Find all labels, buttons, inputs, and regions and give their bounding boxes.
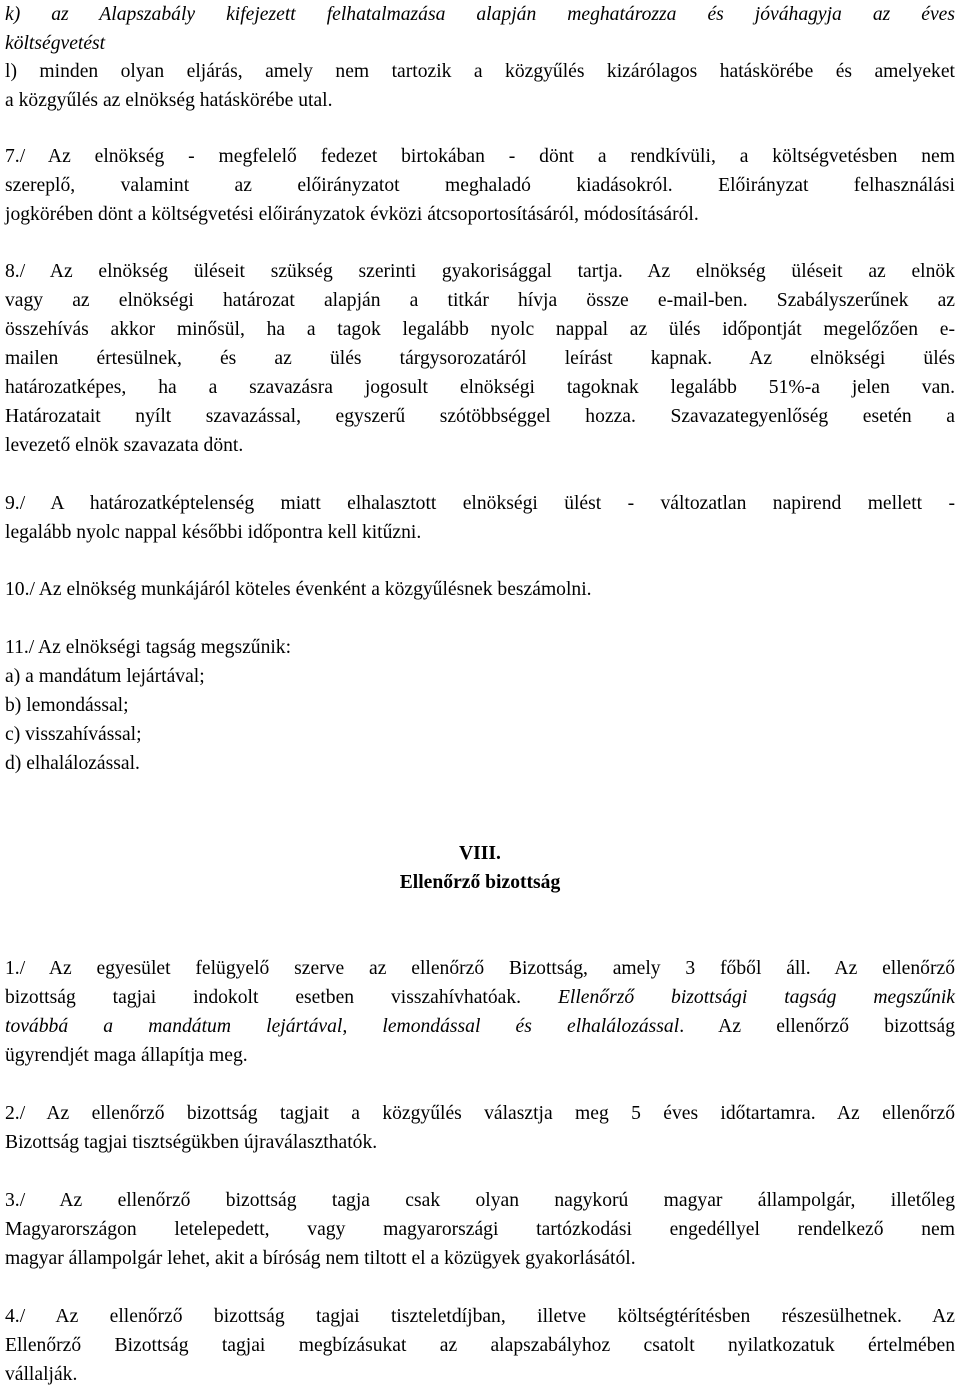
text-line [5, 1041, 955, 1070]
text-line [5, 633, 955, 662]
text-span: Magyarországon letelepedett, vagy magyarországi tartózkodási engedéllyel rendelkező nem [5, 1219, 955, 1240]
text-span: 9./ A határozatképtelenség miatt elhalasztott elnökségi ülést - változatlan napirend mellett - [5, 493, 955, 514]
text-line [5, 749, 955, 778]
text-line [5, 1360, 955, 1389]
text-line [5, 983, 955, 1012]
section-heading-line [5, 839, 955, 868]
text-span: . Az ellenőrző bizottság [679, 1016, 955, 1037]
text-span: 8./ Az elnökség üléseit szükség szerinti gyakorisággal tartja. Az elnökség üléseit az elnök [5, 261, 955, 282]
text-span: mailen értesülnek, és az ülés tárgysorozatáról leírást kapnak. Az elnökségi ülés [5, 348, 955, 369]
text-line [5, 1331, 955, 1360]
text-span: 10./ Az elnökség munkájáról köteles évenként a közgyűlésnek beszámolni. [5, 579, 592, 600]
text-line [5, 315, 955, 344]
text-line [5, 720, 955, 749]
text-span: a közgyűlés az elnökség hatáskörébe utal. [5, 90, 333, 111]
text-line [5, 489, 955, 518]
text-span: ügyrendjét maga állapítja meg. [5, 1045, 248, 1066]
italic-text: továbbá a mandátum lejártával, lemondással és elhalálozással [5, 1016, 680, 1037]
text-line [5, 575, 955, 604]
text-line [5, 1215, 955, 1244]
text-span: összehívás akkor minősül, ha a tagok legalább nyolc nappal az ülés időpontját megelőzően e- [5, 319, 955, 340]
text-line [5, 954, 955, 983]
text-line [5, 200, 955, 229]
text-line [5, 1099, 955, 1128]
text-span: levezető elnök szavazata dönt. [5, 435, 244, 456]
text-span: magyar állampolgár lehet, akit a bíróság nem tiltott el a közügyek gyakorlásától. [5, 1248, 636, 1269]
text-span: d) elhalálozással. [5, 753, 140, 774]
text-span: bizottság tagjai indokolt esetben visszahívhatóak. [5, 987, 558, 1008]
text-line [5, 1186, 955, 1215]
text-line [5, 86, 955, 115]
text-span: jogkörében dönt a költségvetési előirányzatok évközi átcsoportosításáról, módosításáról. [5, 204, 699, 225]
italic-text: költségvetést [5, 33, 106, 54]
text-span: b) lemondással; [5, 695, 129, 716]
text-line [5, 57, 955, 86]
text-span: 2./ Az ellenőrző bizottság tagjait a közgyűlés választja meg 5 éves időtartamra. Az ellenőrző [5, 1103, 955, 1124]
text-line [5, 373, 955, 402]
text-span: Határozatait nyílt szavazással, egyszerű szótöbbséggel hozza. Szavazategyenlőség esetén a [5, 406, 955, 427]
text-line [5, 0, 955, 29]
text-span: 7./ Az elnökség - megfelelő fedezet birtokában - dönt a rendkívüli, a költségvetésben nem [5, 146, 955, 167]
text-line [5, 691, 955, 720]
text-line [5, 142, 955, 171]
section-heading-line [5, 868, 955, 897]
text-line [5, 1128, 955, 1157]
text-span: a) a mandátum lejártával; [5, 666, 205, 687]
text-line [5, 29, 955, 58]
text-line [5, 1244, 955, 1273]
text-span: határozatképes, ha a szavazásra jogosult elnökségi tagoknak legalább 51%-a jelen van. [5, 377, 955, 398]
text-span: Ellenőrző Bizottság tagjai megbízásukat az alapszabályhoz csatolt nyilatkozatuk értelmében [5, 1335, 955, 1356]
text-line [5, 518, 955, 547]
text-span: vállalják. [5, 1364, 78, 1385]
text-line [5, 171, 955, 200]
text-line [5, 1302, 955, 1331]
text-line [5, 286, 955, 315]
text-span: 1./ Az egyesület felügyelő szerve az ellenőrző Bizottság, amely 3 főből áll. Az ellenőrző [5, 958, 955, 979]
text-span: vagy az elnökségi határozat alapján a titkár hívja össze e-mail-ben. Szabályszerűnek az [5, 290, 955, 311]
italic-text: Ellenőrző bizottsági tagság megszűnik [557, 987, 955, 1008]
text-span: VIII. [459, 843, 501, 864]
text-span: c) visszahívással; [5, 724, 142, 745]
text-span: l) minden olyan eljárás, amely nem tartozik a közgyűlés kizárólagos hatáskörébe és amelyeket [5, 61, 955, 82]
text-line [5, 1012, 955, 1041]
text-line [5, 662, 955, 691]
text-line [5, 344, 955, 373]
text-span: Bizottság tagjai tisztségükben újraválaszthatók. [5, 1132, 378, 1153]
text-line [5, 257, 955, 286]
text-span: 3./ Az ellenőrző bizottság tagja csak olyan nagykorú magyar állampolgár, illetőleg [5, 1190, 955, 1211]
text-span: legalább nyolc nappal későbbi időpontra kell kitűzni. [5, 522, 422, 543]
text-span: Ellenőrző bizottság [399, 872, 561, 893]
italic-text: k) az Alapszabály kifejezett felhatalmazása alapján meghatározza és jóváhagyja az éves [5, 4, 955, 25]
text-span: szereplő, valamint az előirányzatot meghaladó kiadásokról. Előirányzat felhasználási [5, 175, 955, 196]
text-span: 11./ Az elnökségi tagság megszűnik: [5, 637, 292, 658]
text-span: 4./ Az ellenőrző bizottság tagjai tiszteletdíjban, illetve költségtérítésben részesülhetnek. Az [5, 1306, 955, 1327]
text-line [5, 402, 955, 431]
text-line [5, 431, 955, 460]
